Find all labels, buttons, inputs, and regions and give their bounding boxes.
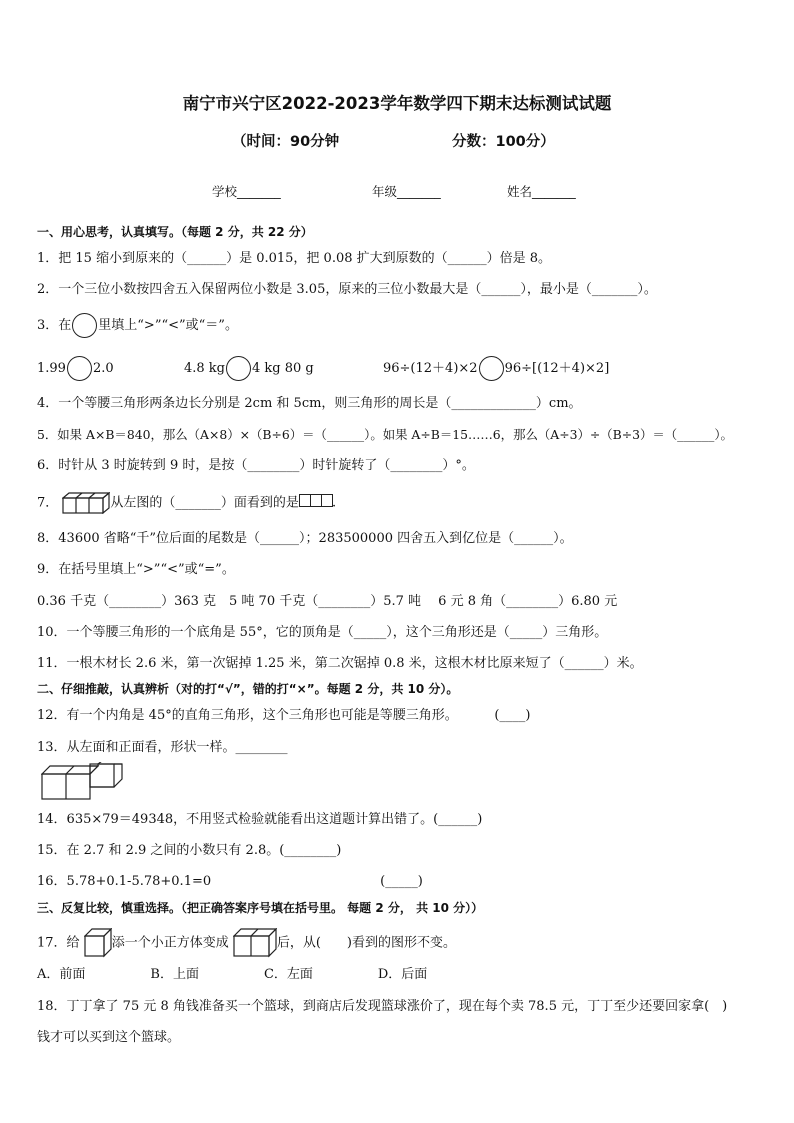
question-13: 13．从左面和正面看，形状一样。________: [37, 740, 288, 755]
question-3-item-1: 1.99 2.0: [37, 356, 114, 381]
score-label: 分数：100分）: [452, 134, 555, 150]
question-3-item-3: 96÷(12＋4)×2 96÷[(12＋4)×2]: [383, 356, 609, 381]
page-title: 南宁市兴宁区2022-2023学年数学四下期末达标测试试题: [182, 94, 612, 113]
cube-row-icon: [62, 492, 110, 514]
question-8: 8．43600 省略“千”位后面的尾数是（______）；283500000 四舍五入到亿位是（______）。: [37, 531, 573, 546]
two-cubes-icon: [233, 928, 277, 958]
question-12: 12．有一个内角是 45°的直角三角形，这个三角形也可能是等腰三角形。 (____): [37, 708, 531, 723]
blank-circle-icon: [479, 356, 504, 381]
question-2: 2．一个三位小数按四舍五入保留两位小数是 3.05，原来的三位小数最大是（______），最小是（_______）。: [37, 282, 657, 297]
name-field: 姓名_______: [507, 184, 576, 199]
cube-shape-icon: [41, 762, 125, 802]
section-3-heading: 三、反复比较，慎重选择。（把正确答案序号填在括号里。 每题 2 分， 共 10 分））: [37, 901, 484, 915]
grade-field: 年级_______: [372, 184, 441, 199]
question-3-item-2: 4.8 kg 4 kg 80 g: [184, 356, 314, 381]
question-16: 16．5.78+0.1-5.78+0.1=0 (_____): [37, 874, 423, 889]
question-17-options: A．前面 B．上面 C．左面 D．后面: [37, 967, 428, 982]
blank-circle-icon: [72, 313, 97, 338]
question-3: [37, 313, 238, 338]
question-10: 10．一个等腰三角形的一个底角是 55°，它的顶角是（_____），这个三角形还是（_____）三角形。: [37, 625, 608, 640]
section-1-heading: 一、用心思考，认真填写。（每题 2 分，共 22 分）: [37, 225, 313, 239]
question-9: 9．在括号里填上“>”“<”或“=”。: [37, 562, 235, 577]
question-3-prefix: 3．在: [37, 318, 72, 333]
question-18: 18．丁丁拿了 75 元 8 角钱准备买一个篮球，到商店后发现篮球涨价了，现在每个卖 78.5 元，丁丁至少还要回家拿( ): [37, 999, 728, 1014]
school-field: 学校_______: [212, 184, 281, 199]
section-2-heading: 二、仔细推敲，认真辨析（对的打“√”，错的打“×”。每题 2 分，共 10 分）。: [37, 682, 459, 696]
time-label: （时间：90分钟: [232, 134, 340, 150]
question-14: 14．635×79＝49348，不用竖式检验就能看出这道题计算出错了。(______): [37, 812, 483, 827]
question-4: 4．一个等腰三角形两条边长分别是 2cm 和 5cm，则三角形的周长是（_____________）cm。: [37, 396, 582, 411]
cube-small-icon: [84, 928, 112, 958]
question-3-suffix: 里填上“>”“<”或“＝”。: [98, 318, 238, 333]
three-squares-icon: [299, 494, 332, 513]
question-15: 15．在 2.7 和 2.9 之间的小数只有 2.8。(________): [37, 843, 342, 858]
blank-circle-icon: [67, 356, 92, 381]
question-7: 7． 从左图的（_______）面看到的是 .: [37, 492, 336, 514]
blank-circle-icon: [226, 356, 251, 381]
question-18-cont: 钱才可以买到这个篮球。: [37, 1030, 181, 1045]
question-9-items: 0.36 千克（________）363 克 5 吨 70 千克（________）5.7 吨 6 元 8 角（________）6.80 元: [37, 594, 618, 609]
question-11: 11．一根木材长 2.6 米，第一次锯掉 1.25 米，第二次锯掉 0.8 米，这根木材比原来短了（______）米。: [37, 656, 643, 671]
question-5: 5．如果 A×B＝840，那么（A×8）×（B÷6）＝（______）。如果 A÷B＝15……6，那么（A÷3）÷（B÷3）＝（______）。: [37, 427, 733, 442]
question-17: 17．给 添一个小正方体变成 后，从( )看到的图形不变。: [37, 928, 456, 958]
question-1: 1．把 15 缩小到原来的（______）是 0.015，把 0.08 扩大到原数的（______）倍是 8。: [37, 251, 552, 266]
question-6: 6．时针从 3 时旋转到 9 时，是按（________）时针旋转了（________）°。: [37, 458, 475, 473]
